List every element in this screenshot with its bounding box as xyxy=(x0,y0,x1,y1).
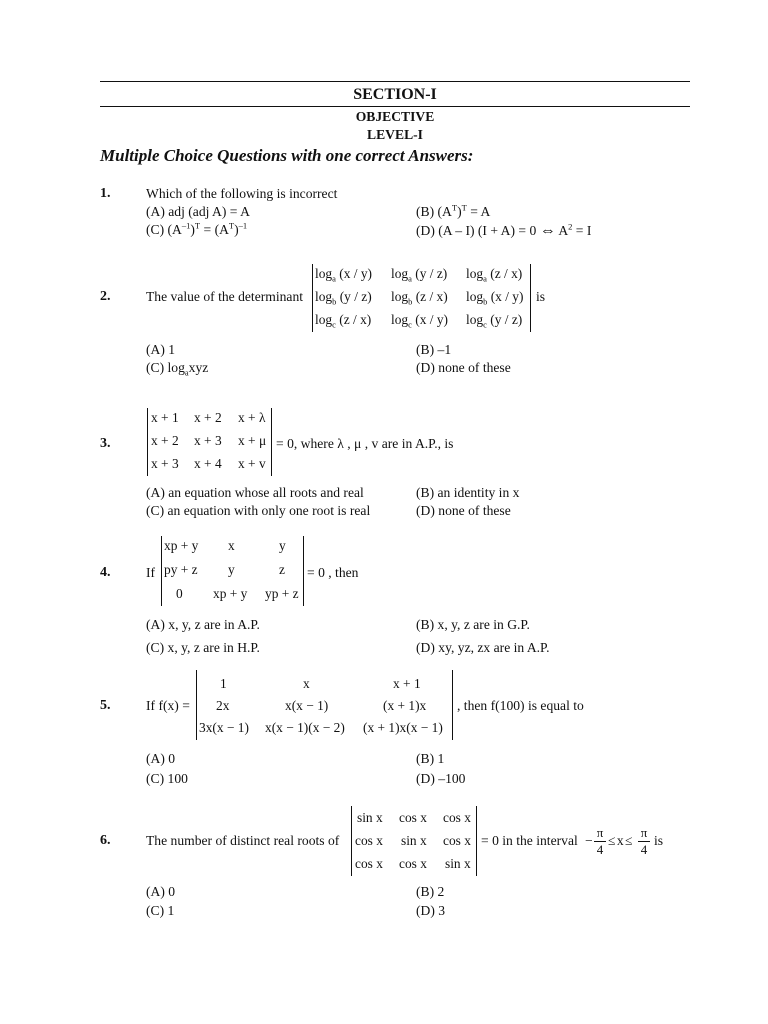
q6-option-d: (D) 3 xyxy=(416,903,446,918)
question-1-text: Which of the following is incorrect xyxy=(146,186,338,201)
question-number-1: 1. xyxy=(100,186,111,201)
q6-option-b: (B) 2 xyxy=(416,884,445,899)
q4-cell: xp + y xyxy=(164,538,199,553)
q2-option-d: (D) none of these xyxy=(416,360,511,375)
q1-option-b: (B) $(A^T)^T = A$ xyxy=(416,202,491,219)
q4-cell: y xyxy=(279,538,286,553)
q3-option-a: (A) an equation whose all roots and real xyxy=(146,485,364,500)
q6-after-text: = 0 in the interval xyxy=(481,833,578,848)
q5-option-a: (A) 0 xyxy=(146,751,176,766)
q4-if: If xyxy=(146,565,156,580)
q1-option-c: (C) $(A^{-1})^T = (A^T)^{-1}$ xyxy=(146,220,248,237)
q5-cell: x(x − 1)(x − 2) xyxy=(265,720,345,735)
q6-fraction-upper-denominator: 4 xyxy=(638,841,650,858)
q4-cell: py + z xyxy=(164,562,198,577)
q3-cell: x + 3 xyxy=(194,433,222,448)
q6-cell: cos x xyxy=(355,856,383,871)
q5-after-text: , then f(100) is equal to xyxy=(457,698,584,713)
q4-after-text: = 0 , then xyxy=(307,565,359,580)
question-6-text: The number of distinct real roots of xyxy=(146,833,340,848)
q3-cell: x + 2 xyxy=(151,433,179,448)
q6-fraction-lower xyxy=(594,825,606,858)
q3-option-d: (D) none of these xyxy=(416,503,511,518)
q5-cell: (x + 1)x xyxy=(383,698,427,713)
q5-cell: 1 xyxy=(220,676,227,691)
q3-cell: x + v xyxy=(238,456,266,471)
question-2-text: The value of the determinant xyxy=(146,289,304,304)
q6-option-a: (A) 0 xyxy=(146,884,176,899)
q2-cell: $\log_a (y / z)$ xyxy=(391,266,448,284)
q3-cell: x + 1 xyxy=(151,410,179,425)
q4-option-b: (B) x, y, z are in G.P. xyxy=(416,617,530,632)
q2-option-b: (B) –1 xyxy=(416,342,452,357)
q2-cell: $\log_b (z / x)$ xyxy=(391,289,448,307)
question-number-2: 2. xyxy=(100,289,111,304)
q4-cell: y xyxy=(228,562,235,577)
mcq-heading: Multiple Choice Questions with one correct Answers: xyxy=(100,146,474,165)
question-number-6: 6. xyxy=(100,833,111,848)
q2-option-a: (A) 1 xyxy=(146,342,176,357)
q6-cell: cos x xyxy=(399,810,427,825)
question-number-3: 3. xyxy=(100,436,111,451)
q5-cell: x xyxy=(303,676,310,691)
q5-option-b: (B) 1 xyxy=(416,751,445,766)
q3-cell: x + μ xyxy=(238,433,267,448)
q6-cell: cos x xyxy=(399,856,427,871)
q5-cell: x + 1 xyxy=(393,676,421,691)
q3-cell: x + 3 xyxy=(151,456,179,471)
q5-cell: 3x(x − 1) xyxy=(199,720,249,735)
q3-option-c: (C) an equation with only one root is real xyxy=(146,503,371,518)
q6-fraction-lower-denominator: 4 xyxy=(594,841,606,858)
q6-cell: sin x xyxy=(445,856,471,871)
q6-inequality: ≤ x ≤ xyxy=(608,833,632,848)
q6-tail: is xyxy=(654,833,664,848)
q2-cell: $\log_c (z / x)$ xyxy=(315,312,372,330)
q2-cell: $\log_c (x / y)$ xyxy=(391,312,448,330)
question-number-5: 5. xyxy=(100,698,111,713)
q6-cell: cos x xyxy=(443,833,471,848)
q6-cell: sin x xyxy=(401,833,427,848)
q4-cell: z xyxy=(279,562,285,577)
q3-cell: x + λ xyxy=(238,410,266,425)
q6-fraction-lower-numerator: π xyxy=(596,825,604,840)
section-underline xyxy=(100,106,690,107)
q2-after-text: is xyxy=(536,289,546,304)
q2-cell: $\log_b (x / y)$ xyxy=(466,289,524,307)
q4-cell: yp + z xyxy=(265,586,299,601)
q1-option-a: (A) adj (adj A) = A xyxy=(146,204,250,219)
section-title: SECTION-I xyxy=(353,86,437,103)
q6-fraction-upper-numerator: π xyxy=(640,825,648,840)
q5-option-c: (C) 100 xyxy=(146,771,188,786)
q5-cell: x(x − 1) xyxy=(285,698,329,713)
q6-cell: cos x xyxy=(443,810,471,825)
q4-option-d: (D) xy, yz, zx are in A.P. xyxy=(416,640,550,655)
q4-option-a: (A) x, y, z are in A.P. xyxy=(146,617,260,632)
q3-option-b: (B) an identity in x xyxy=(416,485,520,500)
level-label: LEVEL-I xyxy=(367,127,423,142)
q3-cell: x + 4 xyxy=(194,456,222,471)
q5-if: If f(x) = xyxy=(146,698,190,713)
q2-cell: $\log_b (y / z)$ xyxy=(315,289,372,307)
q6-minus: − xyxy=(585,833,593,848)
q6-fraction-upper xyxy=(638,825,650,858)
q6-cell: sin x xyxy=(357,810,383,825)
objective-label: OBJECTIVE xyxy=(355,109,435,124)
q4-cell: xp + y xyxy=(213,586,248,601)
q4-option-c: (C) x, y, z are in H.P. xyxy=(146,640,260,655)
q1-option-d: (D) (A – I) (I + A) = 0 ⇔ $A^2 = I$ xyxy=(416,221,592,239)
q6-option-c: (C) 1 xyxy=(146,903,175,918)
q4-cell: x xyxy=(228,538,235,553)
q4-cell: 0 xyxy=(176,586,183,601)
q2-cell: $\log_c (y / z)$ xyxy=(466,312,523,330)
q2-cell: $\log_a (z / x)$ xyxy=(466,266,523,284)
q2-cell: $\log_a (x / y)$ xyxy=(315,266,372,284)
q2-option-c: (C) $\log_axyz$ xyxy=(146,360,209,378)
q5-option-d: (D) –100 xyxy=(416,771,466,786)
q3-cell: x + 2 xyxy=(194,410,222,425)
q5-cell: 2x xyxy=(216,698,230,713)
q5-cell: (x + 1)x(x − 1) xyxy=(363,720,443,735)
question-number-4: 4. xyxy=(100,565,111,580)
q6-cell: cos x xyxy=(355,833,383,848)
top-rule xyxy=(100,81,690,82)
q3-after-text: = 0, where λ , μ , v are in A.P., is xyxy=(276,436,454,451)
